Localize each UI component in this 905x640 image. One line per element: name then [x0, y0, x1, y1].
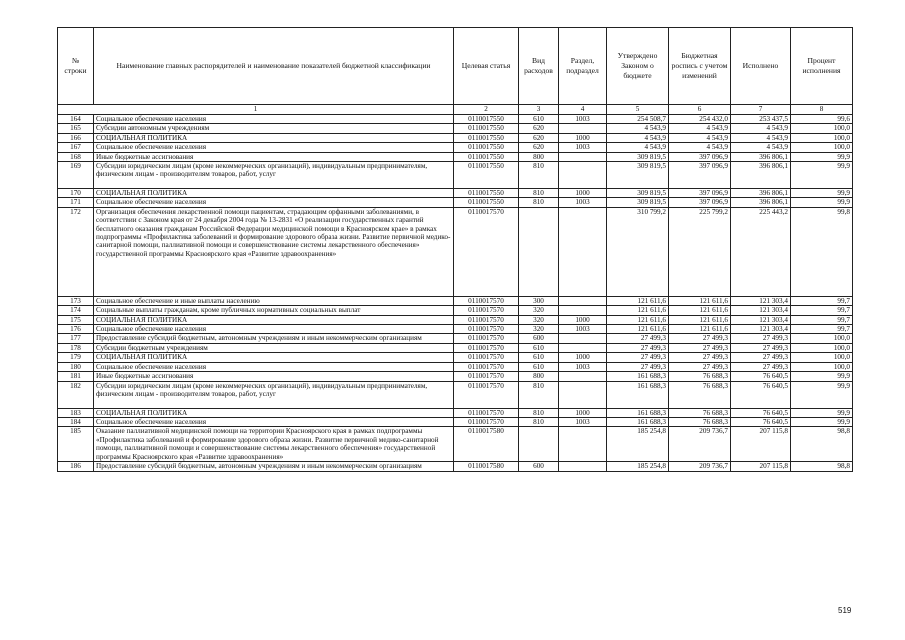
row-budget-list: 4 543,9 [669, 143, 731, 152]
header-executed: Исполнено [731, 28, 791, 105]
row-section: 1000 [559, 315, 607, 324]
row-expense-type: 610 [519, 115, 559, 124]
row-section [559, 462, 607, 471]
row-name: Социальное обеспечение населения [94, 325, 454, 334]
row-percent: 99,9 [791, 162, 853, 189]
row-section [559, 334, 607, 343]
row-budget-list: 76 688,3 [669, 417, 731, 426]
row-expense-type: 600 [519, 334, 559, 343]
row-name: Социальное обеспечение населения [94, 115, 454, 124]
row-expense-type: 800 [519, 372, 559, 381]
row-section [559, 372, 607, 381]
row-approved: 185 254,8 [607, 427, 669, 462]
row-executed: 4 543,9 [731, 124, 791, 133]
row-section: 1003 [559, 198, 607, 207]
row-percent: 100,0 [791, 124, 853, 133]
row-section: 1000 [559, 408, 607, 417]
row-section [559, 207, 607, 296]
row-target-code: 0110017580 [454, 427, 519, 462]
row-budget-list: 27 499,3 [669, 334, 731, 343]
row-approved: 4 543,9 [607, 143, 669, 152]
row-budget-list: 76 688,3 [669, 372, 731, 381]
row-executed: 27 499,3 [731, 334, 791, 343]
table-row [58, 362, 853, 371]
row-name: Организация обеспечения лекарственной помощи пациентам, страдающим орфанными заболеваниями, в соответствии с Законом края от 24 декабря 2004 года № 13-2831 «О реализации государственных гарантий бесплатного оказания гражданам Российской Федерации медицинской помощи в Красноярском крае» в рамках подпрограммы «Профилактика заболеваний и формирование здорового образа жизни. Развитие первичной медико-санитарной помощи, паллиативной помощи и совершенствование системы лекарственного обеспечения» государственной программы Красноярского края «Развитие здравоохранения» [94, 207, 454, 296]
row-approved: 309 819,5 [607, 189, 669, 198]
table-row [58, 162, 853, 189]
row-executed: 225 443,2 [731, 207, 791, 296]
row-target-code: 0110017580 [454, 462, 519, 471]
row-section [559, 427, 607, 462]
table-row [58, 198, 853, 207]
table-row [58, 353, 853, 362]
row-number: 168 [58, 152, 94, 161]
row-target-code: 0110017570 [454, 417, 519, 426]
row-expense-type: 620 [519, 124, 559, 133]
row-budget-list: 27 499,3 [669, 353, 731, 362]
row-percent: 99,9 [791, 381, 853, 408]
row-name: Предоставление субсидий бюджетным, автономным учреждениям и иным некоммерческим организациям [94, 462, 454, 471]
table-row [58, 427, 853, 462]
row-name: СОЦИАЛЬНАЯ ПОЛИТИКА [94, 408, 454, 417]
row-target-code: 0110017550 [454, 189, 519, 198]
row-section [559, 306, 607, 315]
row-target-code: 0110017570 [454, 334, 519, 343]
row-budget-list: 121 611,6 [669, 325, 731, 334]
row-executed: 207 115,8 [731, 427, 791, 462]
budget-table [57, 27, 853, 472]
row-budget-list: 397 096,9 [669, 152, 731, 161]
table-row [58, 417, 853, 426]
row-budget-list: 76 688,3 [669, 381, 731, 408]
row-expense-type: 810 [519, 408, 559, 417]
row-percent: 99,7 [791, 296, 853, 305]
row-budget-list: 209 736,7 [669, 462, 731, 471]
row-budget-list: 121 611,6 [669, 296, 731, 305]
row-approved: 27 499,3 [607, 343, 669, 352]
table-row [58, 306, 853, 315]
row-budget-list: 76 688,3 [669, 408, 731, 417]
row-percent: 100,0 [791, 334, 853, 343]
row-percent: 99,9 [791, 372, 853, 381]
row-executed: 396 806,1 [731, 162, 791, 189]
row-executed: 27 499,3 [731, 353, 791, 362]
row-percent: 98,8 [791, 427, 853, 462]
row-target-code: 0110017550 [454, 152, 519, 161]
page-number: 519 [838, 606, 852, 615]
header-expense-type: Вид расходов [519, 28, 559, 105]
row-expense-type: 800 [519, 152, 559, 161]
row-number: 167 [58, 143, 94, 152]
row-section: 1003 [559, 143, 607, 152]
row-target-code: 0110017570 [454, 306, 519, 315]
table-row [58, 408, 853, 417]
row-name: Социальное обеспечение населения [94, 362, 454, 371]
row-percent: 99,9 [791, 189, 853, 198]
row-section: 1000 [559, 189, 607, 198]
row-executed: 121 303,4 [731, 306, 791, 315]
column-number: 1 [58, 105, 454, 115]
row-expense-type: 610 [519, 353, 559, 362]
row-approved: 121 611,6 [607, 315, 669, 324]
row-name: СОЦИАЛЬНАЯ ПОЛИТИКА [94, 315, 454, 324]
row-approved: 27 499,3 [607, 334, 669, 343]
row-name: Социальные выплаты гражданам, кроме публичных нормативных социальных выплат [94, 306, 454, 315]
row-section [559, 124, 607, 133]
row-number: 169 [58, 162, 94, 189]
row-percent: 99,8 [791, 207, 853, 296]
row-percent: 100,0 [791, 343, 853, 352]
row-number: 174 [58, 306, 94, 315]
row-target-code: 0110017570 [454, 315, 519, 324]
column-number: 8 [791, 105, 853, 115]
row-expense-type [519, 207, 559, 296]
row-number: 179 [58, 353, 94, 362]
table-row [58, 296, 853, 305]
row-section [559, 152, 607, 161]
row-name: СОЦИАЛЬНАЯ ПОЛИТИКА [94, 133, 454, 142]
row-approved: 121 611,6 [607, 325, 669, 334]
row-section [559, 343, 607, 352]
row-expense-type: 810 [519, 381, 559, 408]
row-executed: 396 806,1 [731, 189, 791, 198]
row-executed: 76 640,5 [731, 372, 791, 381]
row-percent: 99,9 [791, 408, 853, 417]
row-executed: 76 640,5 [731, 417, 791, 426]
row-percent: 99,9 [791, 198, 853, 207]
row-section: 1003 [559, 115, 607, 124]
row-number: 170 [58, 189, 94, 198]
row-name: Социальное обеспечение населения [94, 417, 454, 426]
row-percent: 100,0 [791, 143, 853, 152]
row-name: Субсидии юридическим лицам (кроме некоммерческих организаций), индивидуальным предпринимателям, физическим лицам - производителям товаров, работ, услуг [94, 381, 454, 408]
row-section [559, 296, 607, 305]
row-budget-list: 121 611,6 [669, 306, 731, 315]
row-target-code: 0110017550 [454, 115, 519, 124]
table-row [58, 143, 853, 152]
row-expense-type: 320 [519, 315, 559, 324]
row-target-code: 0110017570 [454, 372, 519, 381]
row-executed: 27 499,3 [731, 343, 791, 352]
row-expense-type: 810 [519, 189, 559, 198]
table-row [58, 334, 853, 343]
row-number: 176 [58, 325, 94, 334]
row-budget-list: 27 499,3 [669, 362, 731, 371]
row-name: Социальное обеспечение населения [94, 143, 454, 152]
row-target-code: 0110017550 [454, 143, 519, 152]
row-name: Социальное обеспечение и иные выплаты населению [94, 296, 454, 305]
row-name: СОЦИАЛЬНАЯ ПОЛИТИКА [94, 353, 454, 362]
row-budget-list: 397 096,9 [669, 162, 731, 189]
table-row [58, 325, 853, 334]
row-approved: 27 499,3 [607, 353, 669, 362]
row-executed: 4 543,9 [731, 133, 791, 142]
row-executed: 253 437,5 [731, 115, 791, 124]
row-name: Иные бюджетные ассигнования [94, 372, 454, 381]
row-section: 1003 [559, 362, 607, 371]
row-name: Субсидии юридическим лицам (кроме некоммерческих организаций), индивидуальным предпринимателям, физическим лицам - производителям товаров, работ, услуг [94, 162, 454, 189]
header-percent: Процент исполнения [791, 28, 853, 105]
row-approved: 161 688,3 [607, 417, 669, 426]
row-expense-type: 600 [519, 462, 559, 471]
row-number: 175 [58, 315, 94, 324]
column-number: 5 [607, 105, 669, 115]
column-number: 6 [669, 105, 731, 115]
row-percent: 99,9 [791, 417, 853, 426]
row-section [559, 381, 607, 408]
row-executed: 396 806,1 [731, 198, 791, 207]
table-row [58, 315, 853, 324]
row-expense-type: 810 [519, 162, 559, 189]
row-target-code: 0110017550 [454, 124, 519, 133]
row-percent: 99,6 [791, 115, 853, 124]
table-row [58, 152, 853, 161]
row-expense-type: 620 [519, 133, 559, 142]
row-approved: 4 543,9 [607, 124, 669, 133]
row-budget-list: 27 499,3 [669, 343, 731, 352]
row-approved: 309 819,5 [607, 152, 669, 161]
header-section: Раздел, подраздел [559, 28, 607, 105]
row-section: 1000 [559, 353, 607, 362]
table-row [58, 189, 853, 198]
row-section: 1000 [559, 133, 607, 142]
row-executed: 121 303,4 [731, 325, 791, 334]
table-row [58, 115, 853, 124]
row-number: 186 [58, 462, 94, 471]
column-number-row [58, 105, 853, 115]
row-number: 177 [58, 334, 94, 343]
row-expense-type: 320 [519, 306, 559, 315]
row-expense-type: 620 [519, 143, 559, 152]
row-budget-list: 254 432,0 [669, 115, 731, 124]
table-row [58, 462, 853, 471]
table-row [58, 207, 853, 296]
row-approved: 310 799,2 [607, 207, 669, 296]
header-name: Наименование главных распорядителей и наименование показателей бюджетной классификации [94, 28, 454, 105]
row-name: Предоставление субсидий бюджетным, автономным учреждениям и иным некоммерческим организациям [94, 334, 454, 343]
row-percent: 100,0 [791, 133, 853, 142]
row-expense-type: 610 [519, 343, 559, 352]
row-approved: 254 508,7 [607, 115, 669, 124]
row-target-code: 0110017570 [454, 381, 519, 408]
row-budget-list: 4 543,9 [669, 133, 731, 142]
row-approved: 4 543,9 [607, 133, 669, 142]
row-target-code: 0110017570 [454, 353, 519, 362]
row-executed: 4 543,9 [731, 143, 791, 152]
table-row [58, 133, 853, 142]
row-number: 165 [58, 124, 94, 133]
row-percent: 99,7 [791, 306, 853, 315]
header-target: Целевая статья [454, 28, 519, 105]
row-number: 183 [58, 408, 94, 417]
row-approved: 309 819,5 [607, 162, 669, 189]
column-number: 4 [559, 105, 607, 115]
row-name: Социальное обеспечение населения [94, 198, 454, 207]
table-row [58, 343, 853, 352]
row-section: 1003 [559, 325, 607, 334]
row-target-code: 0110017570 [454, 207, 519, 296]
row-percent: 99,9 [791, 152, 853, 161]
row-number: 184 [58, 417, 94, 426]
row-target-code: 0110017570 [454, 408, 519, 417]
row-target-code: 0110017570 [454, 325, 519, 334]
row-approved: 161 688,3 [607, 372, 669, 381]
row-number: 180 [58, 362, 94, 371]
header-approved: Утверждено Законом о бюджете [607, 28, 669, 105]
row-number: 185 [58, 427, 94, 462]
table-row [58, 124, 853, 133]
row-name: Субсидии бюджетным учреждениям [94, 343, 454, 352]
row-approved: 121 611,6 [607, 306, 669, 315]
row-target-code: 0110017550 [454, 133, 519, 142]
row-number: 171 [58, 198, 94, 207]
row-name: СОЦИАЛЬНАЯ ПОЛИТИКА [94, 189, 454, 198]
row-target-code: 0110017550 [454, 162, 519, 189]
row-number: 182 [58, 381, 94, 408]
row-number: 164 [58, 115, 94, 124]
row-percent: 100,0 [791, 362, 853, 371]
row-target-code: 0110017570 [454, 296, 519, 305]
row-approved: 161 688,3 [607, 408, 669, 417]
row-number: 166 [58, 133, 94, 142]
row-percent: 98,8 [791, 462, 853, 471]
row-approved: 161 688,3 [607, 381, 669, 408]
row-name: Иные бюджетные ассигнования [94, 152, 454, 161]
row-executed: 121 303,4 [731, 296, 791, 305]
row-number: 172 [58, 207, 94, 296]
row-expense-type: 810 [519, 417, 559, 426]
row-number: 173 [58, 296, 94, 305]
row-percent: 99,7 [791, 325, 853, 334]
row-target-code: 0110017570 [454, 343, 519, 352]
row-approved: 121 611,6 [607, 296, 669, 305]
row-executed: 76 640,5 [731, 408, 791, 417]
row-budget-list: 209 736,7 [669, 427, 731, 462]
row-target-code: 0110017550 [454, 198, 519, 207]
row-target-code: 0110017570 [454, 362, 519, 371]
header-budget-list: Бюджетная роспись с учетом изменений [669, 28, 731, 105]
row-budget-list: 225 799,2 [669, 207, 731, 296]
row-executed: 207 115,8 [731, 462, 791, 471]
table-row [58, 381, 853, 408]
row-approved: 309 819,5 [607, 198, 669, 207]
column-number: 2 [454, 105, 519, 115]
column-number: 7 [731, 105, 791, 115]
row-budget-list: 397 096,9 [669, 189, 731, 198]
row-budget-list: 4 543,9 [669, 124, 731, 133]
row-executed: 396 806,1 [731, 152, 791, 161]
header-row-no: № строки [58, 28, 94, 105]
header-row [58, 28, 853, 105]
row-executed: 121 303,4 [731, 315, 791, 324]
row-name: Субсидии автономным учреждениям [94, 124, 454, 133]
row-number: 178 [58, 343, 94, 352]
row-percent: 99,7 [791, 315, 853, 324]
row-name: Оказание паллиативной медицинской помощи на территории Красноярского края в рамках подпрограммы «Профилактика заболеваний и формирование здорового образа жизни. Развитие первичной медико-санитарной помощи, паллиативной помощи и совершенствование системы лекарственного обеспечения» государственной программы Красноярского края «Развитие здравоохранения» [94, 427, 454, 462]
row-section: 1003 [559, 417, 607, 426]
row-executed: 76 640,5 [731, 381, 791, 408]
row-budget-list: 121 611,6 [669, 315, 731, 324]
row-section [559, 162, 607, 189]
table-row [58, 372, 853, 381]
row-executed: 27 499,3 [731, 362, 791, 371]
row-approved: 27 499,3 [607, 362, 669, 371]
row-expense-type: 610 [519, 362, 559, 371]
row-percent: 100,0 [791, 353, 853, 362]
row-expense-type: 320 [519, 325, 559, 334]
row-expense-type: 810 [519, 198, 559, 207]
column-number: 3 [519, 105, 559, 115]
row-expense-type [519, 427, 559, 462]
row-expense-type: 300 [519, 296, 559, 305]
row-approved: 185 254,8 [607, 462, 669, 471]
row-budget-list: 397 096,9 [669, 198, 731, 207]
row-number: 181 [58, 372, 94, 381]
